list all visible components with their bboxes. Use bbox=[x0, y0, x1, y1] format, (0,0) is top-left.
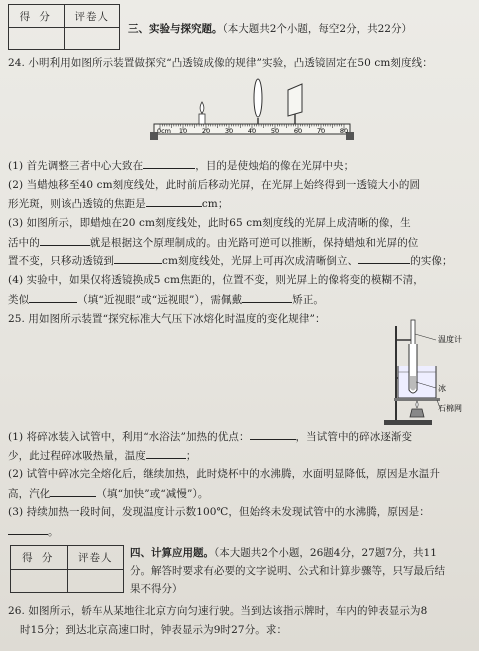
q24-p3e: cm刻度线处，光屏上可再次成清晰倒立、 bbox=[162, 255, 359, 267]
ruler-tick-label: 20 bbox=[201, 127, 211, 135]
q24-p3b: 活中的 bbox=[8, 237, 40, 249]
ruler-tick-label: 60 bbox=[293, 127, 303, 135]
section-3-title bbox=[128, 21, 412, 36]
q25-blank-4[interactable] bbox=[8, 524, 48, 535]
q24-part4b bbox=[8, 292, 473, 307]
q25-part1c bbox=[8, 448, 473, 463]
q24-part2b bbox=[8, 196, 473, 211]
q25-part2a: (2) 试管中碎冰完全熔化后，继续加热，此时烧杯中的水沸腾，水面明显降低，原因是水温升 bbox=[8, 468, 441, 480]
score-header-2: 得 分 bbox=[11, 546, 68, 569]
section-3-heading: 三、实验与探究题。 bbox=[128, 23, 223, 35]
grader-cell-2 bbox=[68, 570, 124, 593]
q24-p2c: cm； bbox=[201, 198, 229, 210]
q24-p4b: 类似 bbox=[8, 294, 30, 306]
q25-p1d: ； bbox=[185, 450, 197, 462]
section-4-note-b: 分。解答时要求有必要的文字说明、公式和计算步骤等，只写最后结 bbox=[130, 565, 445, 577]
score-cell bbox=[9, 28, 65, 50]
q24-part2a: (2) 当蜡烛移至40 cm刻度线处，此时前后移动光屏，在光屏上始终得到一透镜大小的圆 bbox=[8, 179, 421, 191]
ruler-tick-label: 40 bbox=[247, 127, 257, 135]
q25-part3a: (3) 持续加热一段时间，发现温度计示数100℃，但始终未发现试管中的水沸腾，原因是： bbox=[8, 506, 430, 518]
q24-blank-6[interactable] bbox=[29, 292, 77, 303]
ruler-unit-label: 0cm bbox=[156, 127, 172, 135]
q26-line-b: 时15分；到达北京高速口时，钟表显示为9时27分。求： bbox=[20, 624, 288, 636]
label-ice: 冰 bbox=[438, 384, 446, 393]
ruler-tick-label: 80 bbox=[339, 127, 349, 135]
q24-p3c: 就是根据这个原理制成的。由光路可逆可以推断，保持蜡烛和光屏的位 bbox=[89, 237, 419, 249]
score-header: 得 分 bbox=[9, 5, 65, 27]
q25-p1b: ，当试管中的碎冰逐渐变 bbox=[295, 431, 413, 443]
q25-part2b bbox=[8, 486, 473, 501]
q25-p2c: （填“加快”或“减慢”）。 bbox=[96, 488, 209, 500]
q24-stem: 24. 小明利用如图所示装置做探究“凸透镜成像的规律”实验，凸透镜固定在50 cm刻度线： bbox=[8, 57, 433, 69]
q25-stem: 25. 用如图所示装置“探究标准大气压下冰熔化时温度的变化规律”： bbox=[8, 313, 326, 325]
ruler-tick-label: 50 bbox=[270, 127, 280, 135]
ruler-tick-label: 10 bbox=[178, 127, 188, 135]
q24-p4c: （填“近视眼”或“远视眼”），需佩戴 bbox=[77, 294, 243, 306]
ice-melting-apparatus-figure bbox=[378, 318, 476, 430]
q24-p3f: 的实像； bbox=[410, 255, 453, 267]
score-cell-2 bbox=[11, 570, 68, 593]
section-4-title bbox=[130, 545, 437, 560]
q24-part4a: (4) 实验中，如果仅将透镜换成5 cm焦距的，位置不变，则光屏上的像将变的模糊不清， bbox=[8, 274, 424, 286]
optical-bench-figure bbox=[150, 74, 355, 150]
q24-p1a: (1) 首先调整三者中心大致在 bbox=[8, 160, 144, 172]
score-box-bottom bbox=[10, 545, 124, 593]
q24-part3d bbox=[8, 253, 473, 268]
score-box-top bbox=[8, 4, 120, 50]
q25-blank-3[interactable] bbox=[50, 486, 96, 497]
q24-part3a: (3) 如图所示，即蜡烛在20 cm刻度线处，此时65 cm刻度线的光屏上成清晰的像，生 bbox=[8, 217, 411, 229]
q24-p4d: 矫正。 bbox=[292, 294, 325, 306]
section-4-note-a: （本大题共2个小题，26题4分，27题7分，共11 bbox=[214, 547, 437, 559]
q24-p3d: 置不变，只移动透镜到 bbox=[8, 255, 114, 267]
q25-p1c: 少，此过程碎冰吸热量，温度 bbox=[8, 450, 146, 462]
section-4-note-c: 果不得分） bbox=[130, 583, 183, 595]
q25-part1a bbox=[8, 429, 473, 444]
q25-part3b bbox=[8, 524, 473, 539]
grader-header: 评卷人 bbox=[74, 10, 109, 23]
q24-part1 bbox=[8, 158, 473, 173]
ruler-tick-label: 70 bbox=[316, 127, 326, 135]
q24-blank-4[interactable] bbox=[114, 253, 162, 264]
q25-blank-2[interactable] bbox=[146, 448, 186, 459]
q24-blank-1[interactable] bbox=[143, 158, 195, 169]
q24-blank-2[interactable] bbox=[146, 196, 202, 207]
section-4-heading: 四、计算应用题。 bbox=[130, 547, 214, 559]
ruler-tick-label: 30 bbox=[224, 127, 234, 135]
q24-p1b: ，目的是使烛焰的像在光屏中央； bbox=[195, 160, 355, 172]
q26-line-a: 26. 如图所示，轿车从某地往北京方向匀速行驶。当到达该指示牌时，车内的钟表显示为8 bbox=[8, 605, 428, 617]
q25-p1a: (1) 将碎冰装入试管中，利用“水浴法”加热的优点： bbox=[8, 431, 250, 443]
q24-blank-5[interactable] bbox=[358, 253, 410, 264]
label-gauze: 石棉网 bbox=[438, 404, 462, 413]
q24-blank-7[interactable] bbox=[242, 292, 292, 303]
label-thermometer: 温度计 bbox=[438, 335, 462, 344]
section-3-note: （本大题共2个小题，每空2分，共22分） bbox=[222, 23, 412, 35]
q25-p3b: 。 bbox=[48, 526, 59, 538]
q24-p2b: 形光斑，则该凸透镜的焦距是 bbox=[8, 198, 146, 210]
q25-blank-1[interactable] bbox=[250, 429, 296, 440]
q25-p2b: 高，汽化 bbox=[8, 488, 51, 500]
grader-header-2: 评卷人 bbox=[78, 552, 113, 564]
grader-cell bbox=[65, 28, 120, 50]
q24-part3b bbox=[8, 235, 473, 250]
q24-blank-3[interactable] bbox=[40, 235, 90, 246]
